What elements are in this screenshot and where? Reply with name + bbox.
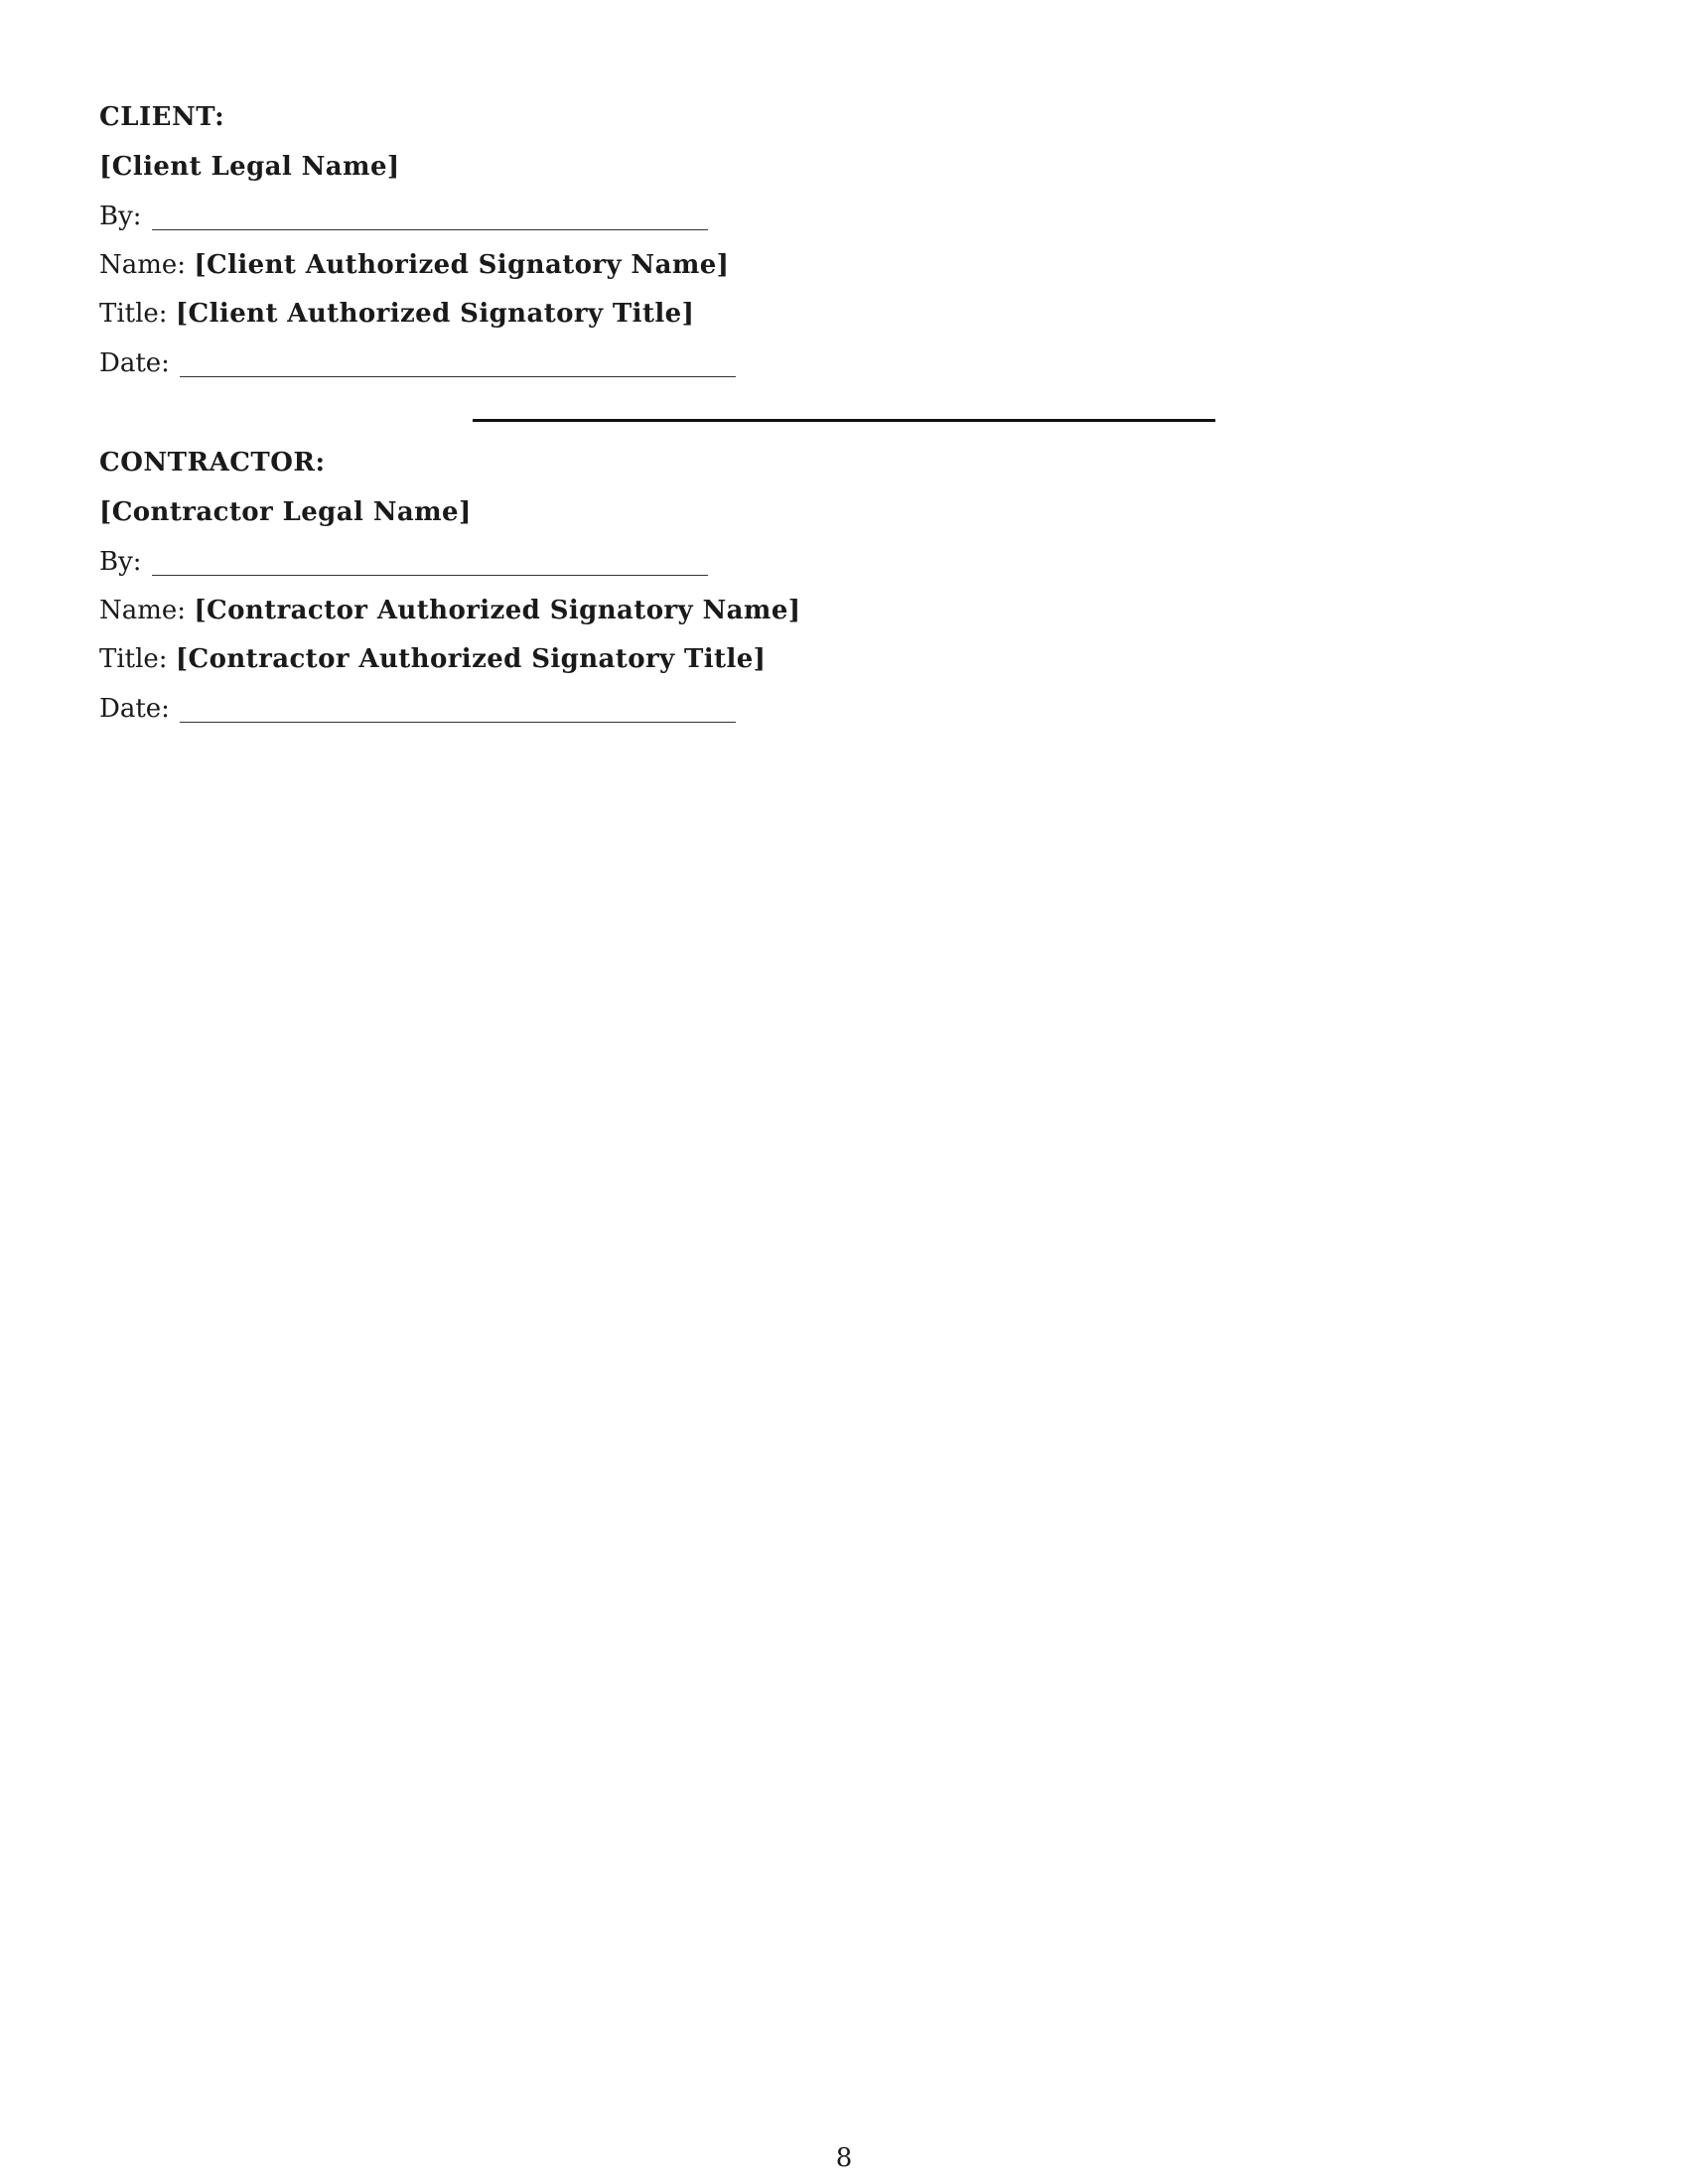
contractor-legal-name: [Contractor Legal Name]	[99, 497, 472, 527]
section-divider	[473, 419, 1215, 422]
client-date-line[interactable]	[180, 375, 736, 377]
client-name-row	[99, 245, 729, 285]
contractor-name-value: [Contractor Authorized Signatory Name]	[194, 596, 801, 625]
client-name-label: Name:	[99, 250, 187, 280]
client-name-value: [Client Authorized Signatory Name]	[194, 250, 730, 280]
client-signature-line[interactable]	[152, 228, 708, 230]
client-legal-name: [Client Legal Name]	[99, 152, 400, 182]
contractor-heading: CONTRACTOR:	[99, 448, 326, 478]
contractor-date-row	[99, 689, 736, 729]
contractor-title-label: Title:	[99, 644, 168, 674]
client-title-value: [Client Authorized Signatory Title]	[175, 299, 695, 329]
contractor-by-row	[99, 542, 708, 582]
client-by-label: By:	[99, 202, 142, 231]
page-number: 8	[835, 2143, 853, 2173]
client-title-label: Title:	[99, 299, 168, 329]
contractor-name-label: Name:	[99, 596, 187, 625]
contractor-date-label: Date:	[99, 694, 170, 724]
contractor-by-label: By:	[99, 547, 142, 577]
client-title-row	[99, 294, 694, 334]
contractor-title-row	[99, 639, 766, 679]
client-date-row	[99, 343, 736, 383]
contractor-signature-line[interactable]	[152, 574, 708, 576]
client-heading: CLIENT:	[99, 102, 225, 132]
contractor-name-row	[99, 591, 800, 630]
client-by-row	[99, 197, 708, 236]
contractor-title-value: [Contractor Authorized Signatory Title]	[175, 644, 767, 674]
contractor-date-line[interactable]	[180, 721, 736, 723]
client-date-label: Date:	[99, 348, 170, 378]
